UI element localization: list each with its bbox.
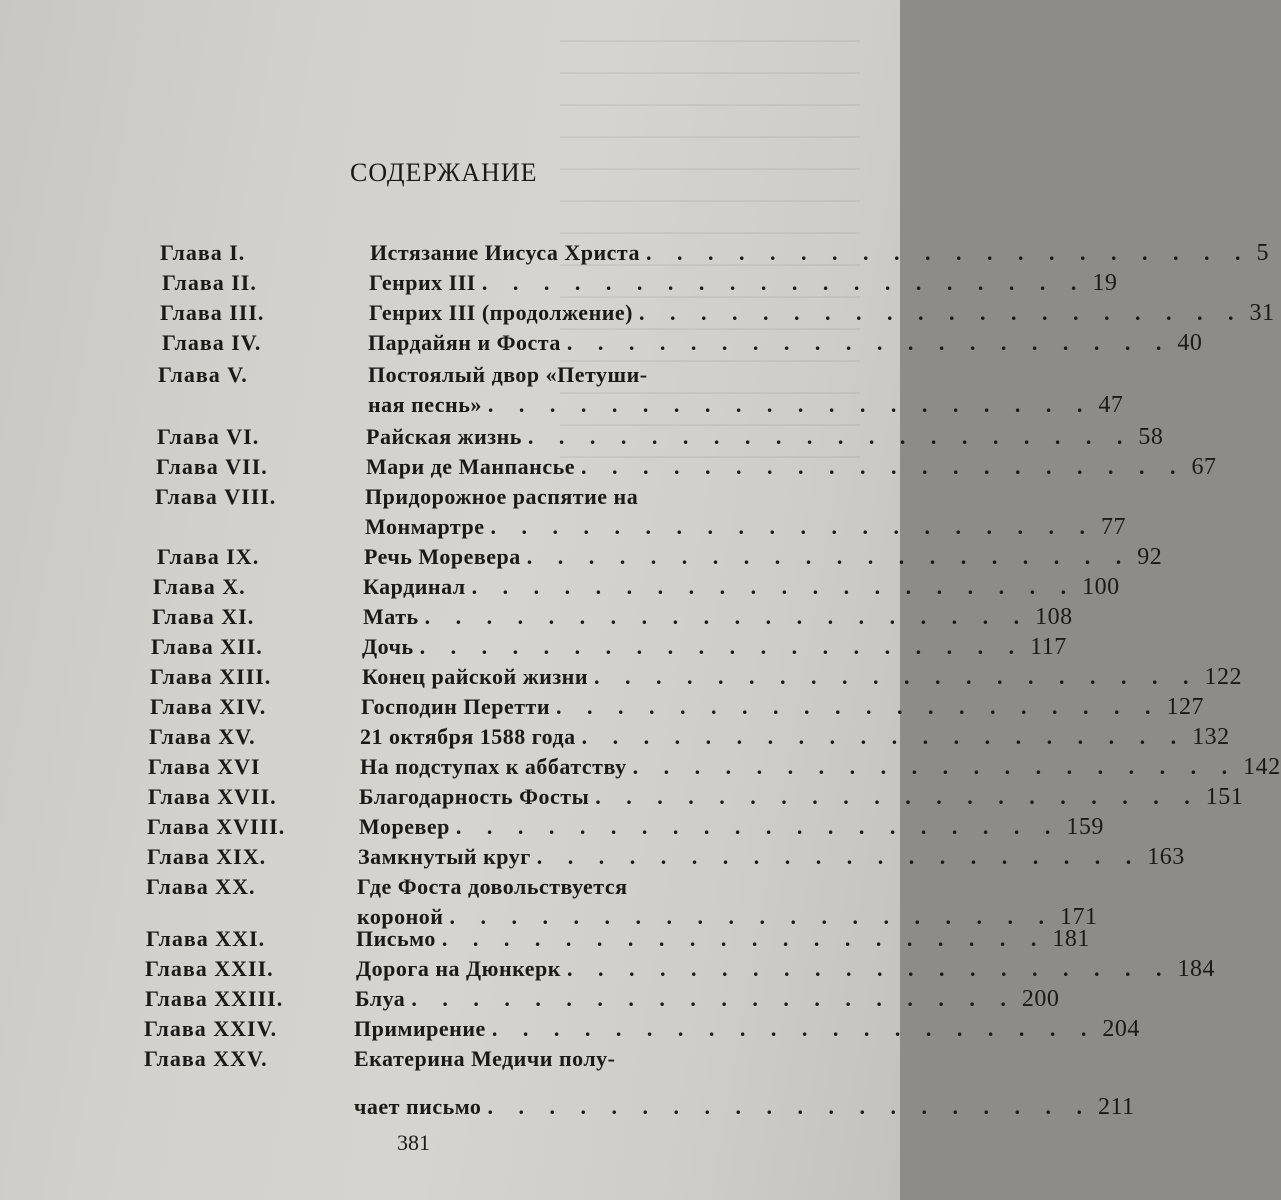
toc-entry-title: Постоялый двор «Петуши- — [368, 362, 648, 387]
toc-entry-title: Моревер — [359, 814, 450, 839]
toc-entry-title: Примирение — [354, 1016, 486, 1041]
toc-entry — [369, 300, 1275, 327]
toc-entry-title-continued: Монмартре — [365, 514, 485, 539]
toc-entry-title: Пардайян и Фоста — [368, 330, 561, 355]
dot-leader: . . . . . . . . . . . . . . . . . . . . — [594, 664, 1199, 689]
toc-page-number: 151 — [1205, 784, 1244, 810]
dot-leader: . . . . . . . . . . . . . . . . . . . . — [566, 956, 1172, 981]
toc-chapter-label: Глава XVII. — [148, 784, 277, 809]
toc-entry — [354, 1094, 1135, 1121]
toc-entry-title: Дочь — [362, 634, 414, 659]
dot-leader: . . . . . . . . . . . . . . . . . . . . — [491, 1016, 1097, 1041]
dot-leader: . . . . . . . . . . . . . . . . . . . . — [481, 270, 1087, 295]
toc-entry — [364, 544, 1163, 571]
toc-entry-title-continued: короной — [357, 904, 444, 929]
dot-leader: . . . . . . . . . . . . . . . . . . . . — [646, 240, 1251, 265]
toc-chapter-label: Глава XIV. — [150, 694, 267, 719]
dot-leader: . . . . . . . . . . . . . . . . . . . . — [487, 392, 1093, 417]
dot-leader: . . . . . . . . . . . . . . . . . . . . — [487, 1094, 1092, 1119]
toc-chapter-label: Глава VI. — [157, 424, 260, 449]
dot-leader: . . . . . . . . . . . . . . . . . . . . — [411, 986, 1016, 1011]
toc-entry — [363, 604, 1073, 631]
toc-entry-title: Замкнутый круг — [358, 844, 531, 869]
toc-chapter-label: Глава VIII. — [155, 484, 277, 509]
toc-entry — [363, 574, 1120, 601]
dot-leader: . . . . . . . . . . . . . . . . . . . . — [581, 454, 1186, 479]
toc-page-number: 132 — [1192, 724, 1230, 750]
toc-entry — [356, 926, 1090, 953]
toc-entry — [370, 240, 1270, 267]
toc-page-number: 92 — [1137, 544, 1163, 570]
toc-entry — [360, 724, 1230, 751]
toc-entry — [359, 814, 1104, 841]
toc-entry-title: Конец райской жизни — [362, 664, 589, 689]
dot-leader: . . . . . . . . . . . . . . . . . . . . — [639, 300, 1244, 325]
toc-page-number: 211 — [1097, 1094, 1135, 1120]
toc-entry — [369, 270, 1118, 297]
toc-entry — [358, 844, 1185, 871]
toc-entry-title: Где Фоста довольствуется — [357, 874, 628, 899]
toc-page-number: 122 — [1204, 664, 1243, 690]
toc-page-number: 67 — [1191, 454, 1217, 480]
toc-chapter-label: Глава XXII. — [145, 956, 274, 981]
dot-leader: . . . . . . . . . . . . . . . . . . . . — [526, 544, 1132, 569]
toc-entry — [354, 1016, 1140, 1043]
dot-leader: . . . . . . . . . . . . . . . . . . . . — [527, 424, 1133, 449]
toc-entry — [356, 956, 1215, 983]
toc-chapter-label: Глава IV. — [162, 330, 262, 355]
toc-chapter-label: Глава I. — [160, 240, 246, 265]
dot-leader: . . . . . . . . . . . . . . . . . . . . — [632, 754, 1238, 779]
toc-chapter-label: Глава XXV. — [144, 1046, 268, 1071]
dot-leader: . . . . . . . . . . . . . . . . . . . . — [581, 724, 1187, 749]
toc-entry-title: Генрих III — [369, 270, 476, 295]
toc-page-number: 77 — [1101, 514, 1127, 540]
toc-chapter-label: Глава IX. — [157, 544, 260, 569]
toc-page-number: 204 — [1102, 1016, 1140, 1042]
toc-entry — [361, 694, 1205, 721]
toc-entry-title: Истязание Иисуса Христа — [370, 240, 641, 265]
dot-leader: . . . . . . . . . . . . . . . . . . . . — [455, 814, 1061, 839]
dot-leader: . . . . . . . . . . . . . . . . . . . . — [419, 634, 1025, 659]
toc-page-number: 100 — [1082, 574, 1120, 600]
toc-page-number: 181 — [1052, 926, 1090, 952]
toc-chapter-label: Глава XIX. — [147, 844, 267, 869]
toc-page-number: 142 — [1243, 754, 1281, 780]
toc-page-number: 159 — [1066, 814, 1104, 840]
toc-page-number: 58 — [1138, 424, 1164, 450]
dot-leader: . . . . . . . . . . . . . . . . . . . . — [556, 694, 1161, 719]
toc-chapter-label: Глава XVI — [148, 754, 261, 779]
toc-entry-title: Кардинал — [363, 574, 466, 599]
dot-leader: . . . . . . . . . . . . . . . . . . . . — [441, 926, 1047, 951]
toc-page-number: 47 — [1098, 392, 1124, 418]
toc-entry-title: Господин Перетти — [361, 694, 551, 719]
toc-chapter-label: Глава XXIII. — [145, 986, 284, 1011]
toc-page-number: 40 — [1177, 330, 1203, 356]
toc-chapter-label: Глава III. — [160, 300, 265, 325]
toc-chapter-label: Глава X. — [153, 574, 246, 599]
toc-entry-title: Мари де Манпансье — [366, 454, 576, 479]
toc-chapter-label: Глава XII. — [151, 634, 263, 659]
toc-entry-title: Мать — [363, 604, 419, 629]
toc-entry-title: На подступах к аббатству — [360, 754, 627, 779]
toc-chapter-label: Глава XV. — [149, 724, 256, 749]
toc-chapter-label: Глава V. — [158, 362, 248, 387]
toc-chapter-label: Глава XVIII. — [147, 814, 286, 839]
toc-page-number: 31 — [1249, 300, 1275, 326]
toc-page-number: 127 — [1166, 694, 1205, 720]
toc-entry-title-continued: чает письмо — [354, 1094, 482, 1119]
toc-chapter-label: Глава XIII. — [150, 664, 272, 689]
toc-entry-title: Благодарность Фосты — [359, 784, 590, 809]
page-title: СОДЕРЖАНИЕ — [350, 158, 538, 187]
toc-chapter-label: Глава II. — [162, 270, 257, 295]
toc-page-number: 163 — [1147, 844, 1185, 870]
toc-entry — [366, 424, 1164, 451]
toc-chapter-label: Глава XX. — [146, 874, 256, 899]
toc-entry-title: 21 октября 1588 года — [360, 724, 576, 749]
dot-leader: . . . . . . . . . . . . . . . . . . . . — [471, 574, 1077, 599]
toc-page-number: 171 — [1059, 904, 1098, 930]
toc-page-number: 19 — [1092, 270, 1118, 296]
dot-leader: . . . . . . . . . . . . . . . . . . . . — [449, 904, 1054, 929]
toc-page-number: 200 — [1021, 986, 1060, 1012]
toc-page-number: 117 — [1030, 634, 1067, 660]
toc-entry-title: Екатерина Медичи полу- — [354, 1046, 616, 1071]
toc-page-number: 5 — [1256, 240, 1270, 266]
dot-leader: . . . . . . . . . . . . . . . . . . . . — [595, 784, 1200, 809]
dot-leader: . . . . . . . . . . . . . . . . . . . . — [490, 514, 1096, 539]
toc-entry — [355, 986, 1060, 1013]
toc-page-number: 108 — [1035, 604, 1073, 630]
toc-chapter-label: Глава XXIV. — [144, 1016, 278, 1041]
toc-entry-title-continued: ная песнь» — [368, 392, 482, 417]
dot-leader: . . . . . . . . . . . . . . . . . . . . — [566, 330, 1172, 355]
toc-entry — [366, 454, 1217, 481]
toc-entry-title: Генрих III (продолжение) — [369, 300, 634, 325]
toc-chapter-label: Глава XXI. — [146, 926, 266, 951]
toc-entry — [368, 392, 1124, 419]
toc-entry-title: Райская жизнь — [366, 424, 522, 449]
toc-entry — [365, 514, 1127, 541]
toc-entry-title: Придорожное распятие на — [365, 484, 639, 509]
toc-entry — [368, 330, 1203, 357]
toc-entry — [359, 784, 1244, 811]
toc-entry-title: Блуа — [355, 986, 406, 1011]
toc-page-number: 184 — [1177, 956, 1215, 982]
page-number: 381 — [397, 1130, 430, 1155]
toc-entry-title: Дорога на Дюнкерк — [356, 956, 561, 981]
toc-chapter-label: Глава XI. — [152, 604, 255, 629]
toc-entry — [362, 664, 1243, 691]
toc-entry-title: Речь Моревера — [364, 544, 521, 569]
toc-chapter-label: Глава VII. — [156, 454, 268, 479]
dot-leader: . . . . . . . . . . . . . . . . . . . . — [536, 844, 1142, 869]
toc-entry — [362, 634, 1067, 661]
dot-leader: . . . . . . . . . . . . . . . . . . . . — [424, 604, 1030, 629]
toc-entry — [360, 754, 1281, 781]
toc-entry-title: Письмо — [356, 926, 436, 951]
